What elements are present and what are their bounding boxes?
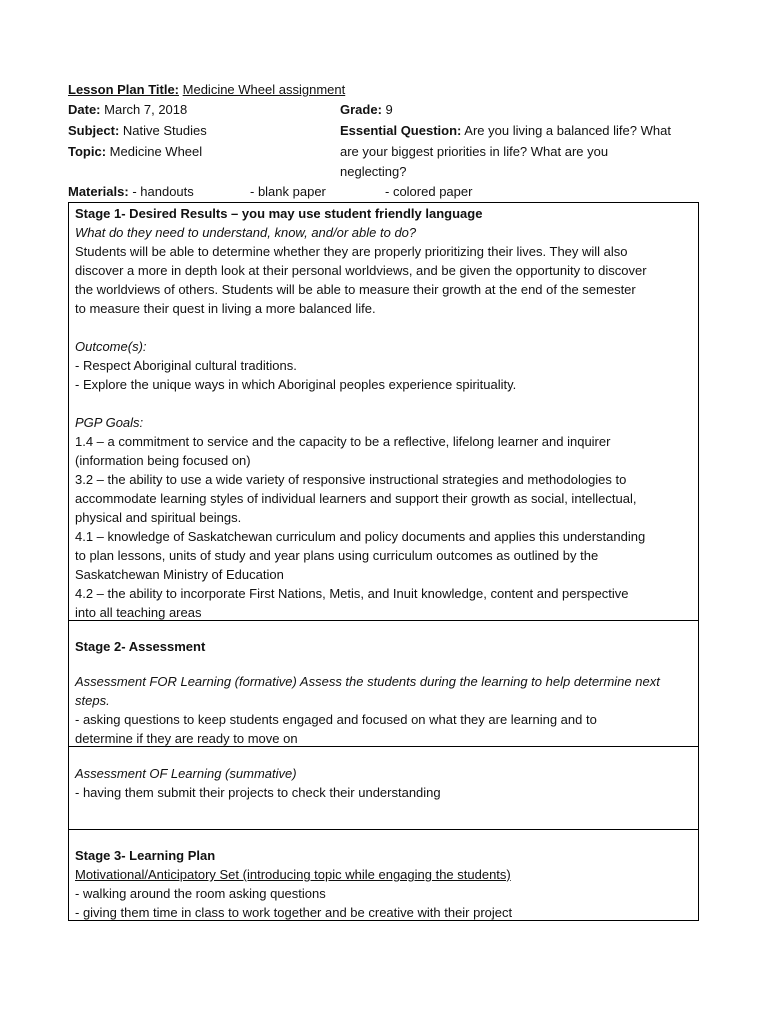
essential-question-row [340,121,671,140]
materials-row [68,182,194,201]
pgp-goal-line: 3.2 – the ability to use a wide variety of responsive instructional strategies and methodologies to [75,472,627,487]
topic-row [68,142,202,161]
stage-1-section [75,204,695,622]
assessment-for-label-line-2: steps. [75,693,110,708]
pgp-goal-line: to plan lessons, units of study and year plans using curriculum outcomes as outlined by the [75,548,599,563]
pgp-goal-line: (information being focused on) [75,453,251,468]
subject-value: Native Studies [122,123,207,138]
stage-1-body-line: the worldviews of others. Students will be able to measure their growth at the end of the semester [75,282,636,297]
assessment-for-label-line-1: Assessment FOR Learning (formative) Assess the students during the learning to help determine next [75,674,660,689]
assessment-of-label: Assessment OF Learning (summative) [75,766,297,781]
assessment-of-body: - having them submit their projects to check their understanding [75,785,441,800]
learning-plan-item: - walking around the room asking questions [75,886,326,901]
stage-1-body-line: to measure their quest in living a more balanced life. [75,301,376,316]
lesson-plan-title-row [68,80,345,99]
essential-question-label: Essential Question: [340,123,462,138]
pgp-goals-label: PGP Goals: [75,415,144,430]
divider [68,829,699,830]
grade-label: Grade: [340,102,382,117]
title-value: Medicine Wheel assignment [182,82,346,97]
stage-1-body-line: Students will be able to determine whether they are properly prioritizing their lives. They will also [75,244,628,259]
material-item: - colored paper [385,184,473,199]
material-item: - handouts [132,184,194,199]
pgp-goal-line: accommodate learning styles of individual learners and support their growth as social, intellectual, [75,491,637,506]
essential-question-line-3: neglecting? [340,164,407,179]
grade-value: 9 [385,102,393,117]
stage-3-heading: Stage 3- Learning Plan [75,848,216,863]
subject-label: Subject: [68,123,120,138]
pgp-goal-line: Saskatchewan Ministry of Education [75,567,284,582]
topic-value: Medicine Wheel [109,144,203,159]
topic-label: Topic: [68,144,107,159]
grade-row [340,100,393,119]
pgp-goal-line: into all teaching areas [75,605,202,620]
stage-2-heading: Stage 2- Assessment [75,639,206,654]
stage-2-heading-block [75,637,695,656]
pgp-goal-line: 4.2 – the ability to incorporate First Nations, Metis, and Inuit knowledge, content and perspective [75,586,629,601]
outcomes-label: Outcome(s): [75,339,147,354]
date-label: Date: [68,102,101,117]
assessment-of-learning [75,764,695,802]
stage-1-prompt: What do they need to understand, know, and/or able to do? [75,225,417,240]
learning-plan-item: - giving them time in class to work together and be creative with their project [75,905,513,920]
outcome-item: - Explore the unique ways in which Aboriginal peoples experience spirituality. [75,377,517,392]
materials-label: Materials: [68,184,129,199]
assessment-for-learning [75,672,695,748]
assessment-for-body-line: determine if they are ready to move on [75,731,298,746]
stage-1-body-line: discover a more in depth look at their personal worldviews, and be given the opportunity to discover [75,263,647,278]
stage-1-heading: Stage 1- Desired Results – you may use student friendly language [75,206,483,221]
pgp-goal-line: 4.1 – knowledge of Saskatchewan curriculum and policy documents and applies this understanding [75,529,646,544]
pgp-goal-line: 1.4 – a commitment to service and the capacity to be a reflective, lifelong learner and inquirer [75,434,611,449]
material-item: - blank paper [250,184,326,199]
pgp-goal-line: physical and spiritual beings. [75,510,242,525]
assessment-for-body-line: - asking questions to keep students engaged and focused on what they are learning and to [75,712,597,727]
date-row [68,100,187,119]
stage-3-subheading: Motivational/Anticipatory Set (introducing topic while engaging the students) [75,867,511,882]
stage-3-section [75,846,695,922]
essential-question-line-1: Are you living a balanced life? What [464,123,671,138]
title-label: Lesson Plan Title: [68,82,180,97]
subject-row [68,121,207,140]
date-value: March 7, 2018 [104,102,188,117]
outcome-item: - Respect Aboriginal cultural traditions. [75,358,297,373]
essential-question-line-2: are your biggest priorities in life? What are you [340,144,609,159]
